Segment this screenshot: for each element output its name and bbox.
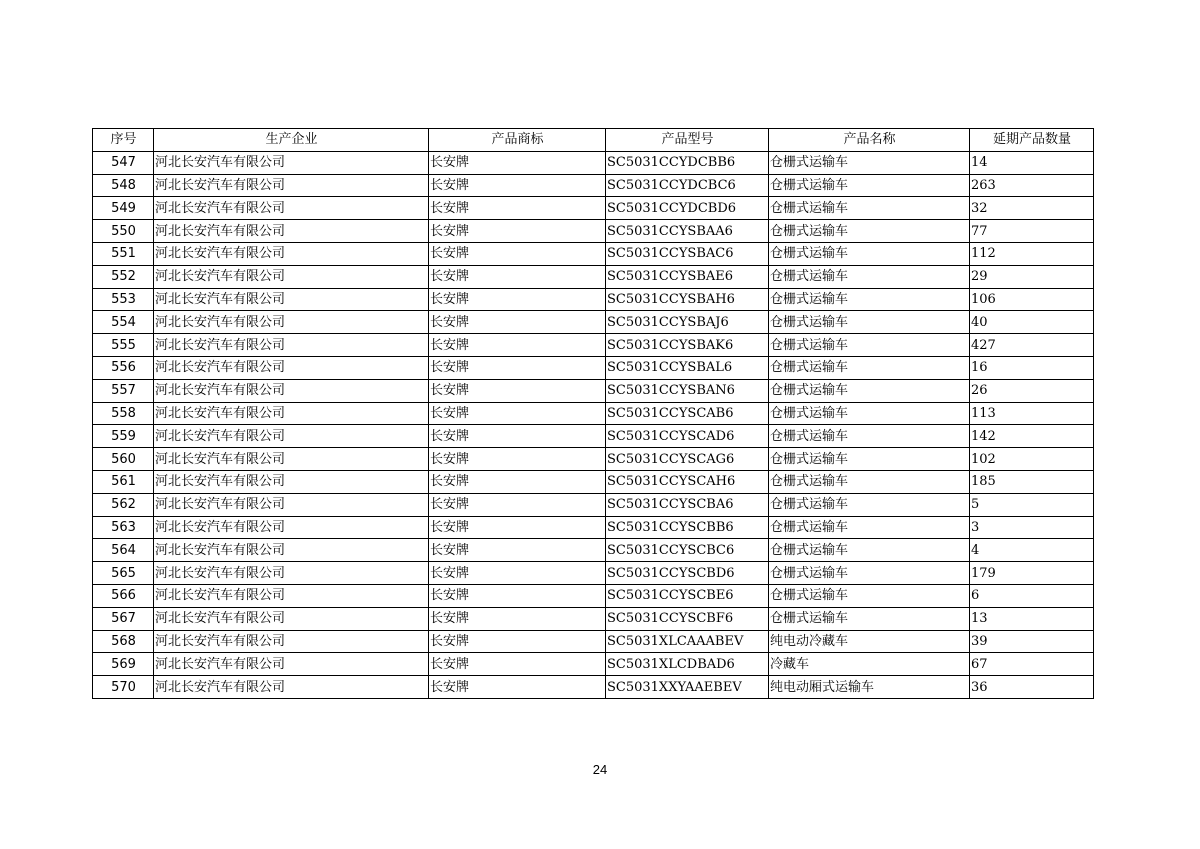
- cell-brand: 长安牌: [429, 425, 606, 448]
- cell-model: SC5031CCYSBAJ6: [606, 311, 769, 334]
- cell-manufacturer: 河北长安汽车有限公司: [154, 516, 429, 539]
- cell-extension-qty: 13: [970, 607, 1094, 630]
- cell-manufacturer: 河北长安汽车有限公司: [154, 242, 429, 265]
- cell-brand: 长安牌: [429, 676, 606, 699]
- table-row: [93, 356, 1094, 379]
- cell-manufacturer: 河北长安汽车有限公司: [154, 539, 429, 562]
- cell-extension-qty: 142: [970, 425, 1094, 448]
- cell-product-name: 仓栅式运输车: [769, 311, 970, 334]
- cell-product-name: 仓栅式运输车: [769, 151, 970, 174]
- cell-product-name: 仓栅式运输车: [769, 470, 970, 493]
- cell-extension-qty: 39: [970, 630, 1094, 653]
- header-extension-qty: 延期产品数量: [970, 129, 1094, 152]
- table-row: [93, 493, 1094, 516]
- table-row: [93, 562, 1094, 585]
- cell-serial-no: 548: [93, 174, 154, 197]
- cell-manufacturer: 河北长安汽车有限公司: [154, 584, 429, 607]
- cell-extension-qty: 16: [970, 356, 1094, 379]
- cell-serial-no: 557: [93, 379, 154, 402]
- table-row: [93, 425, 1094, 448]
- header-row: [93, 129, 1094, 152]
- cell-brand: 长安牌: [429, 562, 606, 585]
- cell-manufacturer: 河北长安汽车有限公司: [154, 334, 429, 357]
- cell-brand: 长安牌: [429, 516, 606, 539]
- cell-model: SC5031CCYSBAH6: [606, 288, 769, 311]
- cell-brand: 长安牌: [429, 630, 606, 653]
- table-row: [93, 607, 1094, 630]
- cell-product-name: 冷藏车: [769, 653, 970, 676]
- cell-product-name: 仓栅式运输车: [769, 197, 970, 220]
- cell-extension-qty: 112: [970, 242, 1094, 265]
- cell-extension-qty: 5: [970, 493, 1094, 516]
- cell-serial-no: 567: [93, 607, 154, 630]
- cell-brand: 长安牌: [429, 470, 606, 493]
- cell-manufacturer: 河北长安汽车有限公司: [154, 174, 429, 197]
- cell-extension-qty: 185: [970, 470, 1094, 493]
- cell-model: SC5031CCYSCBF6: [606, 607, 769, 630]
- cell-manufacturer: 河北长安汽车有限公司: [154, 676, 429, 699]
- table-row: [93, 334, 1094, 357]
- cell-brand: 长安牌: [429, 379, 606, 402]
- cell-extension-qty: 6: [970, 584, 1094, 607]
- header-manufacturer: 生产企业: [154, 129, 429, 152]
- cell-extension-qty: 26: [970, 379, 1094, 402]
- cell-serial-no: 569: [93, 653, 154, 676]
- cell-model: SC5031CCYSBAA6: [606, 220, 769, 243]
- cell-extension-qty: 77: [970, 220, 1094, 243]
- cell-manufacturer: 河北长安汽车有限公司: [154, 288, 429, 311]
- table-row: [93, 379, 1094, 402]
- cell-brand: 长安牌: [429, 311, 606, 334]
- cell-brand: 长安牌: [429, 197, 606, 220]
- cell-serial-no: 560: [93, 448, 154, 471]
- cell-product-name: 仓栅式运输车: [769, 448, 970, 471]
- cell-product-name: 仓栅式运输车: [769, 174, 970, 197]
- cell-product-name: 仓栅式运输车: [769, 607, 970, 630]
- table-row: [93, 151, 1094, 174]
- table-row: [93, 516, 1094, 539]
- cell-manufacturer: 河北长安汽车有限公司: [154, 425, 429, 448]
- header-model: 产品型号: [606, 129, 769, 152]
- cell-serial-no: 556: [93, 356, 154, 379]
- cell-manufacturer: 河北长安汽车有限公司: [154, 562, 429, 585]
- table-body: [93, 151, 1094, 698]
- cell-model: SC5031XXYAAEBEV: [606, 676, 769, 699]
- cell-model: SC5031CCYSBAK6: [606, 334, 769, 357]
- table-row: [93, 676, 1094, 699]
- cell-extension-qty: 3: [970, 516, 1094, 539]
- cell-product-name: 仓栅式运输车: [769, 242, 970, 265]
- cell-extension-qty: 263: [970, 174, 1094, 197]
- header-product-name: 产品名称: [769, 129, 970, 152]
- cell-extension-qty: 179: [970, 562, 1094, 585]
- cell-manufacturer: 河北长安汽车有限公司: [154, 151, 429, 174]
- cell-brand: 长安牌: [429, 174, 606, 197]
- cell-model: SC5031CCYSCAG6: [606, 448, 769, 471]
- cell-model: SC5031XLCDBAD6: [606, 653, 769, 676]
- header-serial-no: 序号: [93, 129, 154, 152]
- cell-product-name: 仓栅式运输车: [769, 379, 970, 402]
- cell-model: SC5031XLCAAABEV: [606, 630, 769, 653]
- cell-serial-no: 553: [93, 288, 154, 311]
- cell-product-name: 仓栅式运输车: [769, 220, 970, 243]
- cell-manufacturer: 河北长安汽车有限公司: [154, 265, 429, 288]
- cell-model: SC5031CCYSCBA6: [606, 493, 769, 516]
- cell-brand: 长安牌: [429, 402, 606, 425]
- cell-brand: 长安牌: [429, 242, 606, 265]
- cell-product-name: 仓栅式运输车: [769, 356, 970, 379]
- cell-extension-qty: 113: [970, 402, 1094, 425]
- table-row: [93, 584, 1094, 607]
- cell-serial-no: 554: [93, 311, 154, 334]
- header-brand: 产品商标: [429, 129, 606, 152]
- table-row: [93, 265, 1094, 288]
- cell-serial-no: 562: [93, 493, 154, 516]
- cell-serial-no: 552: [93, 265, 154, 288]
- cell-model: SC5031CCYSCBE6: [606, 584, 769, 607]
- cell-product-name: 纯电动厢式运输车: [769, 676, 970, 699]
- cell-brand: 长安牌: [429, 151, 606, 174]
- cell-serial-no: 566: [93, 584, 154, 607]
- cell-model: SC5031CCYDCBD6: [606, 197, 769, 220]
- cell-serial-no: 564: [93, 539, 154, 562]
- cell-extension-qty: 14: [970, 151, 1094, 174]
- table-row: [93, 220, 1094, 243]
- cell-serial-no: 550: [93, 220, 154, 243]
- cell-serial-no: 568: [93, 630, 154, 653]
- cell-model: SC5031CCYSCBB6: [606, 516, 769, 539]
- table-row: [93, 448, 1094, 471]
- cell-brand: 长安牌: [429, 220, 606, 243]
- table-header: [93, 129, 1094, 152]
- cell-extension-qty: 29: [970, 265, 1094, 288]
- cell-model: SC5031CCYSBAE6: [606, 265, 769, 288]
- table-row: [93, 630, 1094, 653]
- cell-product-name: 仓栅式运输车: [769, 562, 970, 585]
- table-row: [93, 242, 1094, 265]
- cell-brand: 长安牌: [429, 265, 606, 288]
- cell-model: SC5031CCYSBAL6: [606, 356, 769, 379]
- cell-manufacturer: 河北长安汽车有限公司: [154, 630, 429, 653]
- product-table: [92, 128, 1094, 699]
- table-row: [93, 174, 1094, 197]
- cell-product-name: 仓栅式运输车: [769, 334, 970, 357]
- cell-extension-qty: 106: [970, 288, 1094, 311]
- table-row: [93, 197, 1094, 220]
- cell-brand: 长安牌: [429, 653, 606, 676]
- cell-manufacturer: 河北长安汽车有限公司: [154, 493, 429, 516]
- cell-serial-no: 565: [93, 562, 154, 585]
- cell-manufacturer: 河北长安汽车有限公司: [154, 653, 429, 676]
- cell-brand: 长安牌: [429, 334, 606, 357]
- cell-brand: 长安牌: [429, 539, 606, 562]
- table-row: [93, 470, 1094, 493]
- table-row: [93, 653, 1094, 676]
- cell-serial-no: 547: [93, 151, 154, 174]
- cell-brand: 长安牌: [429, 607, 606, 630]
- cell-model: SC5031CCYSCBD6: [606, 562, 769, 585]
- cell-brand: 长安牌: [429, 288, 606, 311]
- cell-serial-no: 558: [93, 402, 154, 425]
- page-number: 24: [592, 762, 608, 777]
- cell-manufacturer: 河北长安汽车有限公司: [154, 470, 429, 493]
- cell-model: SC5031CCYSCBC6: [606, 539, 769, 562]
- cell-model: SC5031CCYSCAD6: [606, 425, 769, 448]
- table-row: [93, 311, 1094, 334]
- table-row: [93, 402, 1094, 425]
- cell-product-name: 仓栅式运输车: [769, 539, 970, 562]
- cell-serial-no: 563: [93, 516, 154, 539]
- cell-model: SC5031CCYDCBB6: [606, 151, 769, 174]
- cell-model: SC5031CCYSBAC6: [606, 242, 769, 265]
- cell-brand: 长安牌: [429, 493, 606, 516]
- table-row: [93, 288, 1094, 311]
- cell-manufacturer: 河北长安汽车有限公司: [154, 197, 429, 220]
- cell-serial-no: 551: [93, 242, 154, 265]
- cell-manufacturer: 河北长安汽车有限公司: [154, 356, 429, 379]
- cell-brand: 长安牌: [429, 356, 606, 379]
- cell-product-name: 仓栅式运输车: [769, 425, 970, 448]
- cell-manufacturer: 河北长安汽车有限公司: [154, 220, 429, 243]
- cell-extension-qty: 102: [970, 448, 1094, 471]
- cell-brand: 长安牌: [429, 448, 606, 471]
- cell-extension-qty: 32: [970, 197, 1094, 220]
- cell-manufacturer: 河北长安汽车有限公司: [154, 607, 429, 630]
- cell-product-name: 仓栅式运输车: [769, 516, 970, 539]
- cell-extension-qty: 4: [970, 539, 1094, 562]
- cell-serial-no: 561: [93, 470, 154, 493]
- cell-extension-qty: 36: [970, 676, 1094, 699]
- cell-product-name: 仓栅式运输车: [769, 402, 970, 425]
- table-row: [93, 539, 1094, 562]
- cell-manufacturer: 河北长安汽车有限公司: [154, 311, 429, 334]
- cell-model: SC5031CCYSCAB6: [606, 402, 769, 425]
- cell-manufacturer: 河北长安汽车有限公司: [154, 402, 429, 425]
- cell-product-name: 仓栅式运输车: [769, 584, 970, 607]
- cell-brand: 长安牌: [429, 584, 606, 607]
- cell-product-name: 仓栅式运输车: [769, 493, 970, 516]
- cell-model: SC5031CCYSCAH6: [606, 470, 769, 493]
- cell-manufacturer: 河北长安汽车有限公司: [154, 379, 429, 402]
- cell-model: SC5031CCYSBAN6: [606, 379, 769, 402]
- cell-product-name: 纯电动冷藏车: [769, 630, 970, 653]
- cell-serial-no: 549: [93, 197, 154, 220]
- cell-product-name: 仓栅式运输车: [769, 288, 970, 311]
- cell-serial-no: 570: [93, 676, 154, 699]
- cell-extension-qty: 40: [970, 311, 1094, 334]
- cell-serial-no: 559: [93, 425, 154, 448]
- cell-extension-qty: 427: [970, 334, 1094, 357]
- cell-extension-qty: 67: [970, 653, 1094, 676]
- cell-serial-no: 555: [93, 334, 154, 357]
- cell-model: SC5031CCYDCBC6: [606, 174, 769, 197]
- cell-manufacturer: 河北长安汽车有限公司: [154, 448, 429, 471]
- cell-product-name: 仓栅式运输车: [769, 265, 970, 288]
